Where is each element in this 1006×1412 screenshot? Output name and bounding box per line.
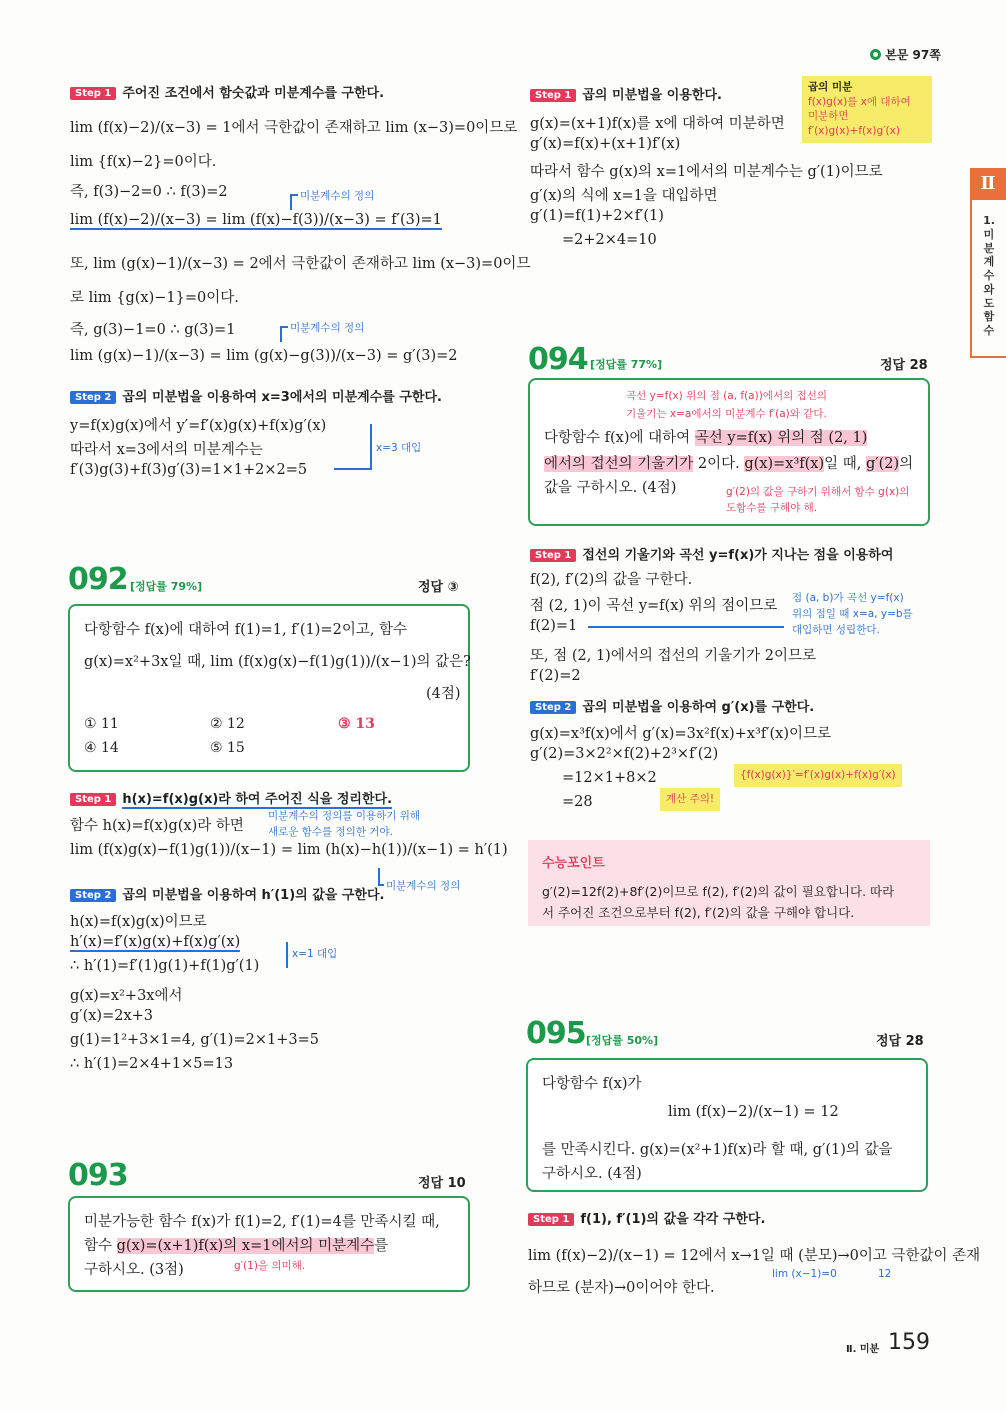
- p093-s2: g′(x)=f(x)+(x+1)f′(x): [530, 136, 681, 152]
- p095-number: 095: [526, 1016, 586, 1051]
- p093-number: 093: [68, 1158, 128, 1193]
- p095-q2: lim (f(x)−2)/(x−1) = 12: [668, 1104, 839, 1120]
- p093-q1: 미분가능한 함수 f(x)가 f(1)=2, f′(1)=4를 만족시킬 때,: [84, 1214, 440, 1230]
- p092-answer: 정답 ③: [418, 580, 459, 595]
- p091-line5: 또, lim (g(x)−1)/(x−3) = 2에서 극한값이 존재하고 lim (x−3)=0이므: [70, 256, 531, 272]
- p094-s3: 또, 점 (2, 1)에서의 접선의 기울기가 2이므로: [530, 648, 816, 664]
- p093-s6: =2+2×4=10: [562, 232, 657, 248]
- p091-note1: 미분계수의 정의: [300, 190, 375, 202]
- p092-note3: x=1 대입: [292, 948, 338, 960]
- p094-s4: f′(2)=2: [530, 668, 581, 684]
- p094-s6: g′(2)=3×2²×f(2)+2³×f′(2): [530, 746, 719, 762]
- choice-5[interactable]: ⑤ 15: [210, 740, 245, 756]
- p091-line4: lim (f(x)−2)/(x−3) = lim (f(x)−f(3))/(x−3) = f′(3)=1: [70, 212, 442, 228]
- step2-badge: Step 2: [70, 391, 116, 404]
- p093-q3: 구하시오. (3점): [84, 1262, 184, 1278]
- p091-line2: lim {f(x)−2}=0이다.: [70, 154, 217, 170]
- p091-step2-heading: Step 2 곱의 미분법을 이용하여 x=3에서의 미분계수를 구한다.: [70, 386, 442, 405]
- p091-line8: lim (g(x)−1)/(x−3) = lim (g(x)−g(3))/(x−3) = g′(3)=2: [70, 348, 458, 364]
- p091-line1: lim (f(x)−2)/(x−3) = 1에서 극한값이 존재하고 lim (x−3)=0이므로: [70, 120, 518, 136]
- p095-question-box: [526, 1058, 928, 1192]
- p092-q2: g(x)=x²+3x일 때, lim (f(x)g(x)−f(1)g(1))/(x−1)의 값은?: [84, 654, 471, 670]
- p095-answer: 정답 28: [876, 1034, 924, 1049]
- p092-s2: lim (f(x)g(x)−f(1)g(1))/(x−1) = lim (h(x)−h(1))/(x−1) = h′(1): [70, 842, 508, 858]
- p092-s6: g(x)=x²+3x에서: [70, 988, 183, 1004]
- p091-line3: 즉, f(3)−2=0 ∴ f(3)=2: [70, 184, 228, 200]
- p094-step2-heading: Step 2 곱의 미분법을 이용하여 g′(x)를 구한다.: [530, 696, 814, 715]
- p094-note-bot2: 도함수를 구해야 해.: [726, 502, 818, 514]
- p094-answer: 정답 28: [880, 358, 928, 373]
- p093-note1: g′(1)을 의미해.: [234, 1260, 306, 1272]
- footer-section: Ⅱ. 미분: [846, 1344, 880, 1355]
- point-text1: g′(2)=12f(2)+8f′(2)이므로 f(2), f′(2)의 값이 필요합니다. 따라: [542, 884, 895, 899]
- p091-line6: 로 lim {g(x)−1}=0이다.: [70, 290, 239, 306]
- p092-s7: g′(x)=2x+3: [70, 1008, 153, 1024]
- p091-line9: y=f(x)g(x)에서 y′=f′(x)g(x)+f(x)g′(x): [70, 418, 327, 434]
- p093-yellow-note: 곱의 미분 f(x)g(x)를 x에 대하여 미분하면 f′(x)g(x)+f(x)g′(x): [802, 76, 932, 143]
- p091-line11: f′(3)g(3)+f(3)g′(3)=1×1+2×2=5: [70, 462, 308, 478]
- p095-note1: lim (x−1)=0: [772, 1268, 837, 1280]
- p093-question-box: [68, 1196, 470, 1292]
- p093-s5: g′(1)=f(1)+2×f′(1): [530, 208, 664, 224]
- p092-note1b: 새로운 함수를 정의한 거야.: [268, 826, 393, 838]
- p092-note2: 미분계수의 정의: [386, 880, 461, 892]
- p094-number: 094: [528, 342, 588, 377]
- p093-s4: g′(x)의 식에 x=1을 대입하면: [530, 188, 718, 204]
- p094-q2: 에서의 접선의 기울기가 2이다. g(x)=x³f(x)일 때, g′(2)의: [544, 456, 914, 472]
- p094-s1: 점 (2, 1)이 곡선 y=f(x) 위의 점이므로: [530, 598, 778, 614]
- p092-s3: h(x)=f(x)g(x)이므로: [70, 914, 207, 930]
- p091-line10: 따라서 x=3에서의 미분계수는: [70, 442, 263, 458]
- p092-s1: 함수 h(x)=f(x)g(x)라 하면: [70, 818, 244, 834]
- p095-q1: 다항함수 f(x)가: [542, 1076, 642, 1092]
- choice-4[interactable]: ④ 14: [84, 740, 119, 756]
- p094-note-bot1: g′(2)의 값을 구하기 위해서 함수 g(x)의: [726, 486, 910, 498]
- p091-note3: x=3 대입: [376, 442, 422, 454]
- p094-yellow-note: {f(x)g(x)}′=f′(x)g(x)+f(x)g′(x): [734, 764, 902, 787]
- p095-q3: 를 만족시킨다. g(x)=(x²+1)f(x)라 할 때, g′(1)의 값을: [542, 1142, 893, 1158]
- chapter-tab-title: 1. 미분계수와 도함수: [970, 200, 1006, 358]
- p094-calc-note: 계산 주의!: [660, 788, 720, 811]
- p094-note1: 점 (a, b)가 곡선 y=f(x): [792, 592, 904, 604]
- p095-s1: lim (f(x)−2)/(x−1) = 12에서 x→1일 때 (분모)→0이고 극한값이 존재: [528, 1248, 981, 1264]
- p094-step1-heading: Step 1 접선의 기울기와 곡선 y=f(x)가 지나는 점을 이용하여: [530, 544, 893, 563]
- p092-s4: h′(x)=f′(x)g(x)+f(x)g′(x): [70, 934, 241, 950]
- step1-badge: Step 1: [70, 87, 116, 100]
- p092-q1: 다항함수 f(x)에 대하여 f(1)=1, f′(1)=2이고, 함수: [84, 622, 408, 638]
- p094-note1c: 대입하면 성립한다.: [792, 624, 880, 636]
- p095-rate: [정답률 50%]: [586, 1034, 659, 1047]
- page-number: 159: [888, 1330, 930, 1355]
- p092-step2-heading: Step 2 곱의 미분법을 이용하여 h′(1)의 값을 구한다.: [70, 884, 384, 903]
- p093-s1: g(x)=(x+1)f(x)를 x에 대하여 미분하면: [530, 116, 785, 132]
- p092-s8: g(1)=1²+3×1=4, g′(1)=2×1+3=5: [70, 1032, 319, 1048]
- p093-step1-heading: Step 1 곱의 미분법을 이용한다.: [530, 84, 722, 103]
- p092-rate: [정답률 79%]: [130, 580, 203, 593]
- choice-2[interactable]: ② 12: [210, 716, 245, 732]
- p093-q2: 함수 g(x)=(x+1)f(x)의 x=1에서의 미분계수를: [84, 1238, 389, 1254]
- suneung-point-box: [528, 840, 930, 926]
- choice-1[interactable]: ① 11: [84, 716, 119, 732]
- p092-step1-heading: Step 1 h(x)=f(x)g(x)라 하여 주어진 식을 정리한다.: [70, 788, 392, 807]
- p094-s5: g(x)=x³f(x)에서 g′(x)=3x²f(x)+x³f′(x)이므로: [530, 726, 831, 742]
- p095-s2: 하므로 (분자)→0이어야 한다.: [528, 1280, 715, 1296]
- p092-s5: ∴ h′(1)=f′(1)g(1)+f(1)g′(1): [70, 958, 260, 974]
- p093-answer: 정답 10: [418, 1176, 466, 1191]
- p094-question-box: [528, 378, 930, 526]
- p094-step1b: f(2), f′(2)의 값을 구한다.: [530, 572, 693, 588]
- p094-s2: f(2)=1: [530, 618, 578, 634]
- p092-number: 092: [68, 562, 128, 597]
- p095-step1-heading: Step 1 f(1), f′(1)의 값을 각각 구한다.: [528, 1208, 765, 1227]
- p094-note1b: 위의 점일 때 x=a, y=b를: [792, 608, 913, 620]
- page-ref: 본문 97쪽: [870, 46, 941, 63]
- point-text2: 서 주어진 조건으로부터 f(2), f′(2)의 값을 구해야 합니다.: [542, 905, 855, 921]
- p095-note2: 12: [878, 1268, 892, 1280]
- p092-points: (4점): [426, 686, 461, 702]
- p093-s3: 따라서 함수 g(x)의 x=1에서의 미분계수는 g′(1)이므로: [530, 164, 883, 180]
- choice-3-checked[interactable]: ③ 13: [338, 716, 375, 732]
- chapter-tab-roman[interactable]: Ⅱ: [970, 168, 1006, 200]
- point-title: 수능포인트: [542, 856, 605, 871]
- p092-question-box: [68, 604, 470, 772]
- p094-q1: 다항함수 f(x)에 대하여 곡선 y=f(x) 위의 점 (2, 1): [544, 430, 868, 446]
- p091-step1-heading: Step 1 주어진 조건에서 함숫값과 미분계수를 구한다.: [70, 82, 384, 101]
- p095-q4: 구하시오. (4점): [542, 1166, 642, 1182]
- circle-bullet-icon: [870, 49, 881, 60]
- p094-s8: =28: [562, 794, 593, 810]
- p092-note1: 미분계수의 정의를 이용하기 위해: [268, 810, 421, 822]
- p092-s9: ∴ h′(1)=2×4+1×5=13: [70, 1056, 234, 1072]
- p094-s7: =12×1+8×2: [562, 770, 657, 786]
- p091-line7: 즉, g(3)−1=0 ∴ g(3)=1: [70, 322, 236, 338]
- p094-rate: [정답률 77%]: [590, 358, 663, 371]
- p091-note2: 미분계수의 정의: [290, 322, 365, 334]
- p094-q3: 값을 구하시오. (4점): [544, 480, 677, 496]
- p094-note-top2: 기울기는 x=a에서의 미분계수 f′(a)와 같다.: [626, 408, 827, 420]
- p094-note-top1: 곡선 y=f(x) 위의 점 (a, f(a))에서의 접선의: [626, 390, 828, 402]
